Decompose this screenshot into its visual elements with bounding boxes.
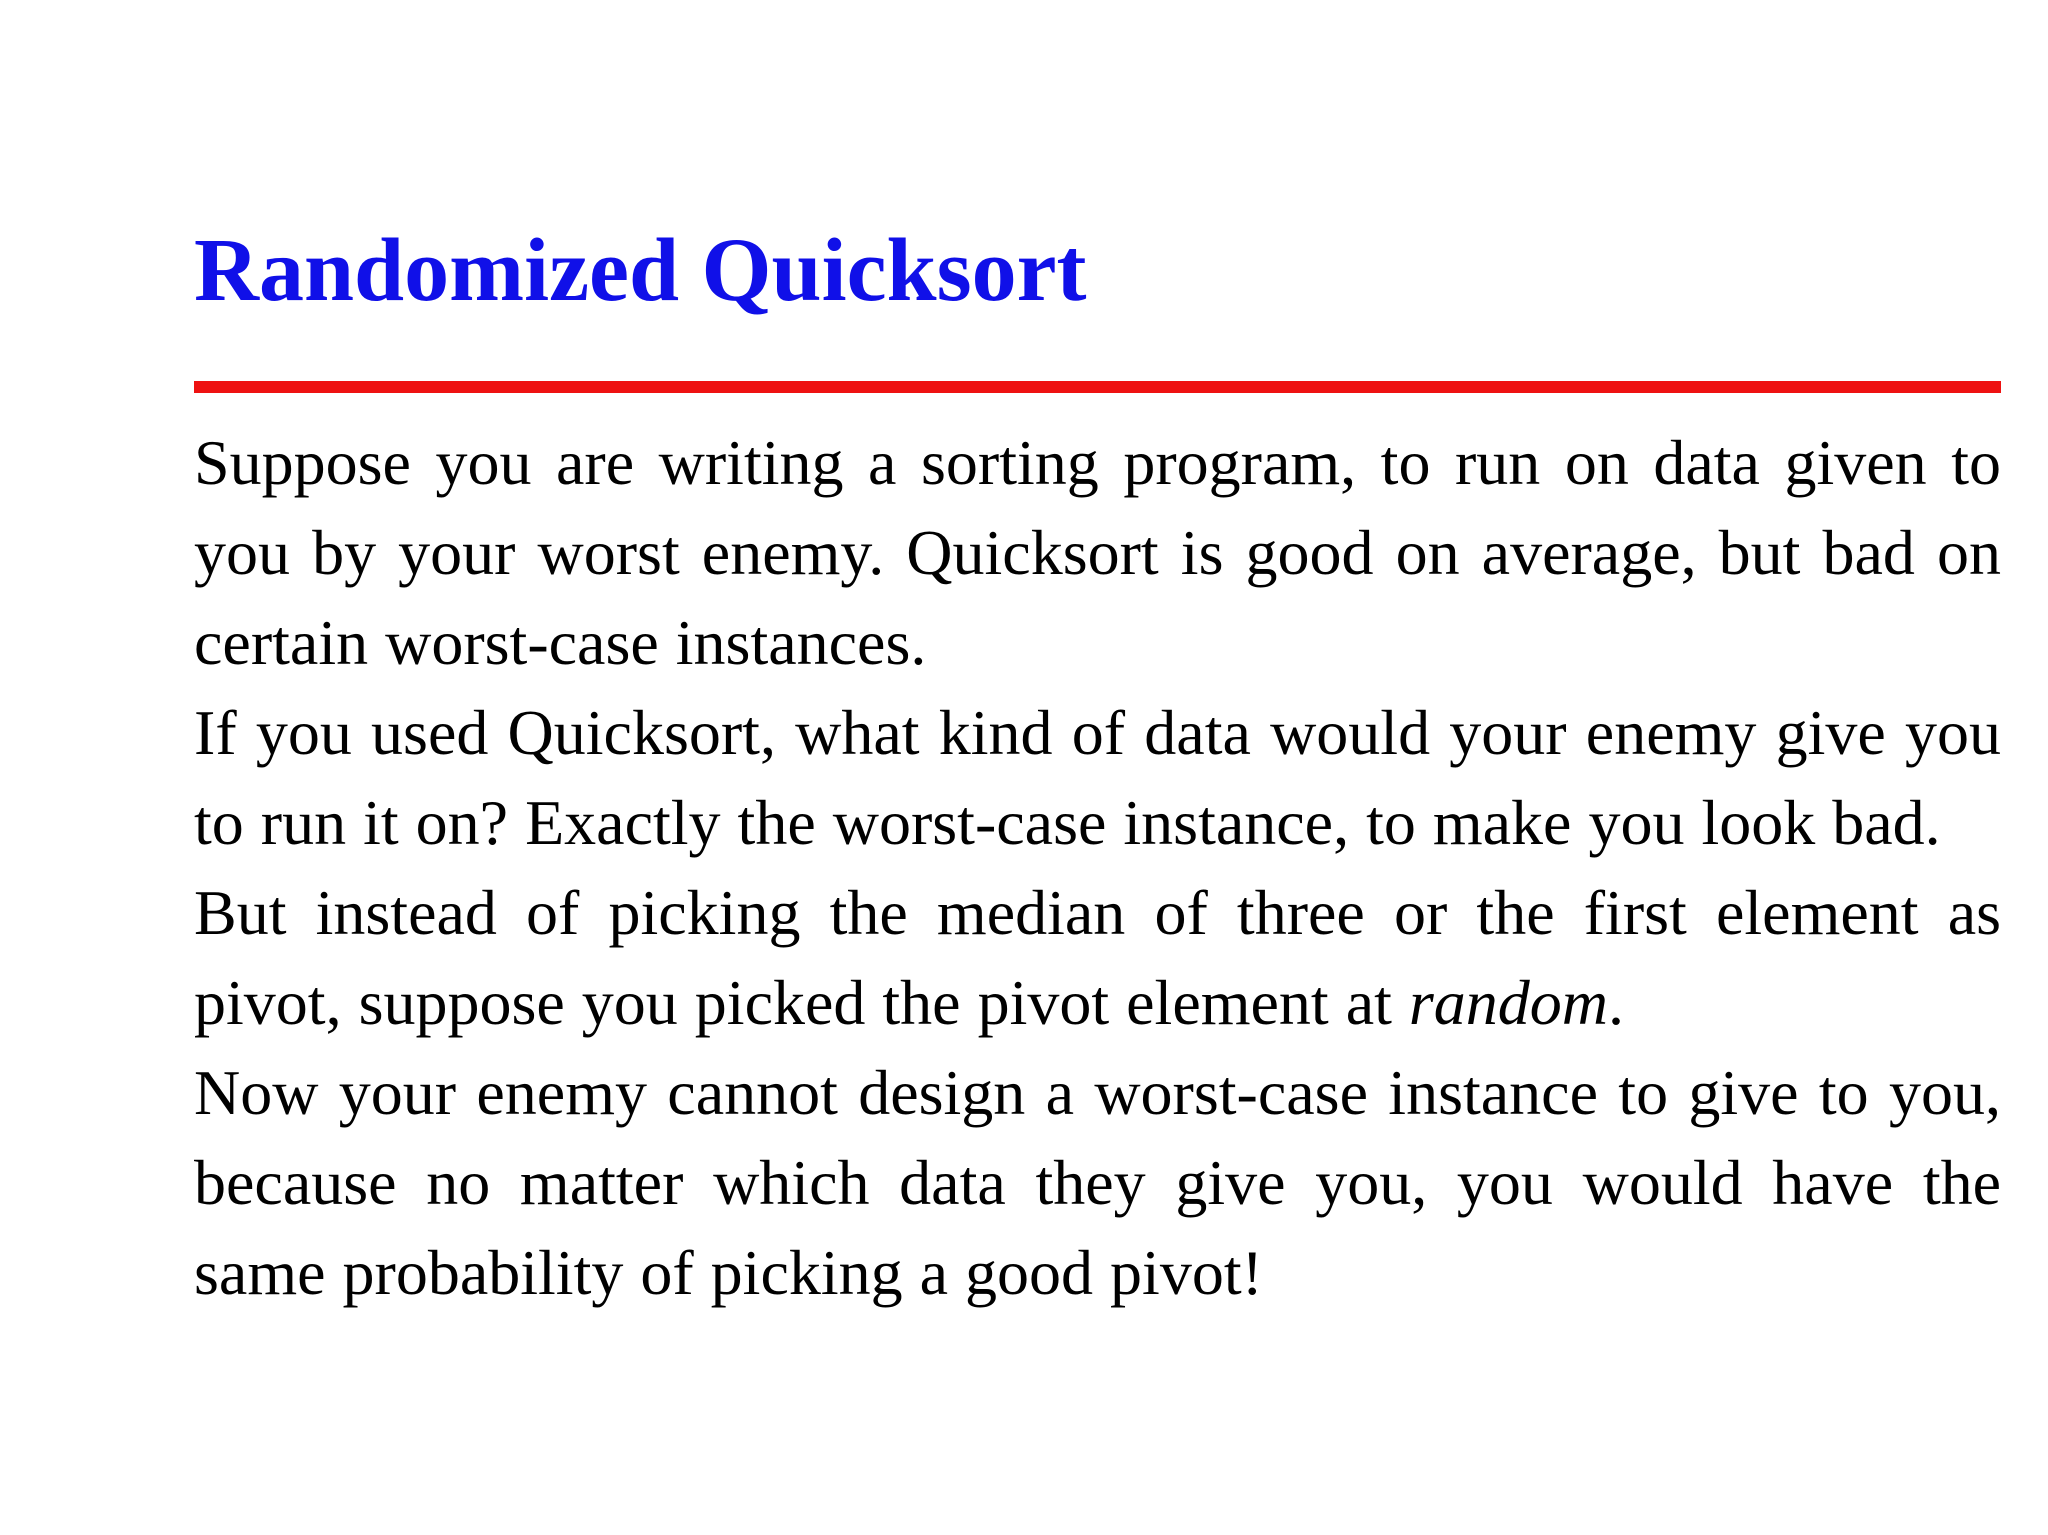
slide-body (194, 418, 2001, 1318)
slide-title: Randomized Quicksort (194, 221, 1087, 320)
title-divider (194, 381, 2001, 393)
paragraph-worst-enemy: Suppose you are writing a sorting program, to run on data given to you by your worst enemy. Quicksort is good on average, but bad on certain worst-case instances. (194, 427, 2001, 678)
random-pivot-end: . (1608, 967, 1624, 1038)
paragraph-same-probability: Now your enemy cannot design a worst-case instance to give to you, because no matter which data they give you, you would have the same probability of picking a good pivot! (194, 1057, 2001, 1308)
random-emphasis: random (1408, 967, 1608, 1038)
paragraph-random-pivot (194, 868, 2001, 1048)
random-pivot-text: But instead of picking the median of three or the first element as pivot, suppose you picked the pivot element at (194, 877, 2001, 1038)
paragraph-enemy-data: If you used Quicksort, what kind of data would your enemy give you to run it on? Exactly the worst-case instance, to make you look bad. (194, 697, 2001, 858)
